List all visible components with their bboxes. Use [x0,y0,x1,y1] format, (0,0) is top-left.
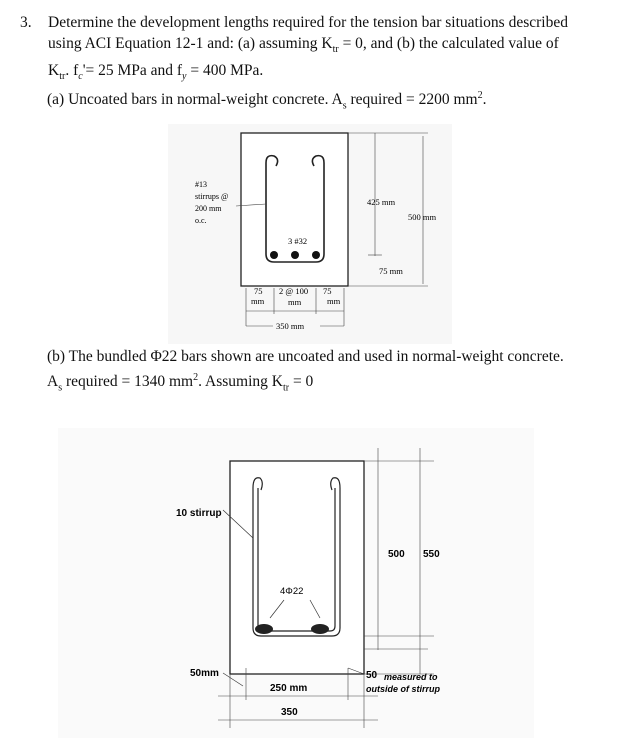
bars-label-a: 3 #32 [288,236,308,246]
bar-bundle-b-1 [255,624,273,634]
svg-text:mm: mm [251,296,265,306]
bar-a-1 [270,251,278,259]
dim-a-spacing: 2 @ 100 [279,286,309,296]
bar-a-3 [312,251,320,259]
dim-b-500: 500 [388,549,405,560]
dim-b-350: 350 [281,707,298,718]
bar-a-2 [291,251,299,259]
dim-a-350: 350 mm [276,321,305,331]
dim-b-550: 550 [423,549,440,560]
dim-a-75-left: 75 [254,286,263,296]
problem-number: 3. [20,14,32,31]
dim-b-50: 50 [366,670,378,681]
dim-a-75-right: 75 [323,286,332,296]
beam-b-outline [230,461,364,674]
part-b-line-2: $A_s$ required = 1340 $mm^2$. Assuming $K_{tr} = 0$ [47,372,314,394]
part-a-heading: (a) Uncoated bars in normal-weight concrete. $A_s$ required = 2200 $mm^2$. [47,90,487,112]
svg-text:mm: mm [327,296,341,306]
beam-a-outline [241,133,348,286]
bar-bundle-b-2 [311,624,329,634]
stirrup-label-a-1: #13 [195,180,207,189]
dim-a-500: 500 mm [408,212,437,222]
problem-line-3: $K_{tr}$. $f_c'= 25$ MPa and $f_y = 400$ MPa. [48,62,264,83]
bars-label-b: 4Φ22 [280,586,304,597]
dim-a-75: 75 mm [379,266,403,276]
svg-text:mm: mm [288,297,302,307]
measured-label-2: outside of stirrup [366,684,440,694]
stirrup-label-a-3: 200 mm [195,204,222,213]
stirrup-label-a-2: stirrups @ [195,192,229,201]
dim-b-250: 250 mm [270,683,308,694]
figure-a-beam-section [168,124,452,344]
dim-b-50mm: 50mm [190,668,219,679]
measured-label-1: measured to [384,672,438,682]
part-b-line-1: (b) The bundled Φ22 bars shown are uncoated and used in normal-weight concrete. [47,348,564,365]
dim-a-425: 425 mm [367,197,396,207]
part-b-heading [47,346,564,398]
problem-line-2: using ACI Equation 12-1 and: (a) assuming $K_{tr} = 0$, and (b) the calculated value of [48,35,559,56]
stirrup-label-a-4: o.c. [195,216,207,225]
problem-line-1: Determine the development lengths required for the tension bar situations described [48,14,568,31]
stirrup-label-b: 10 stirrup [176,508,222,519]
figure-b-beam-section [58,428,534,738]
